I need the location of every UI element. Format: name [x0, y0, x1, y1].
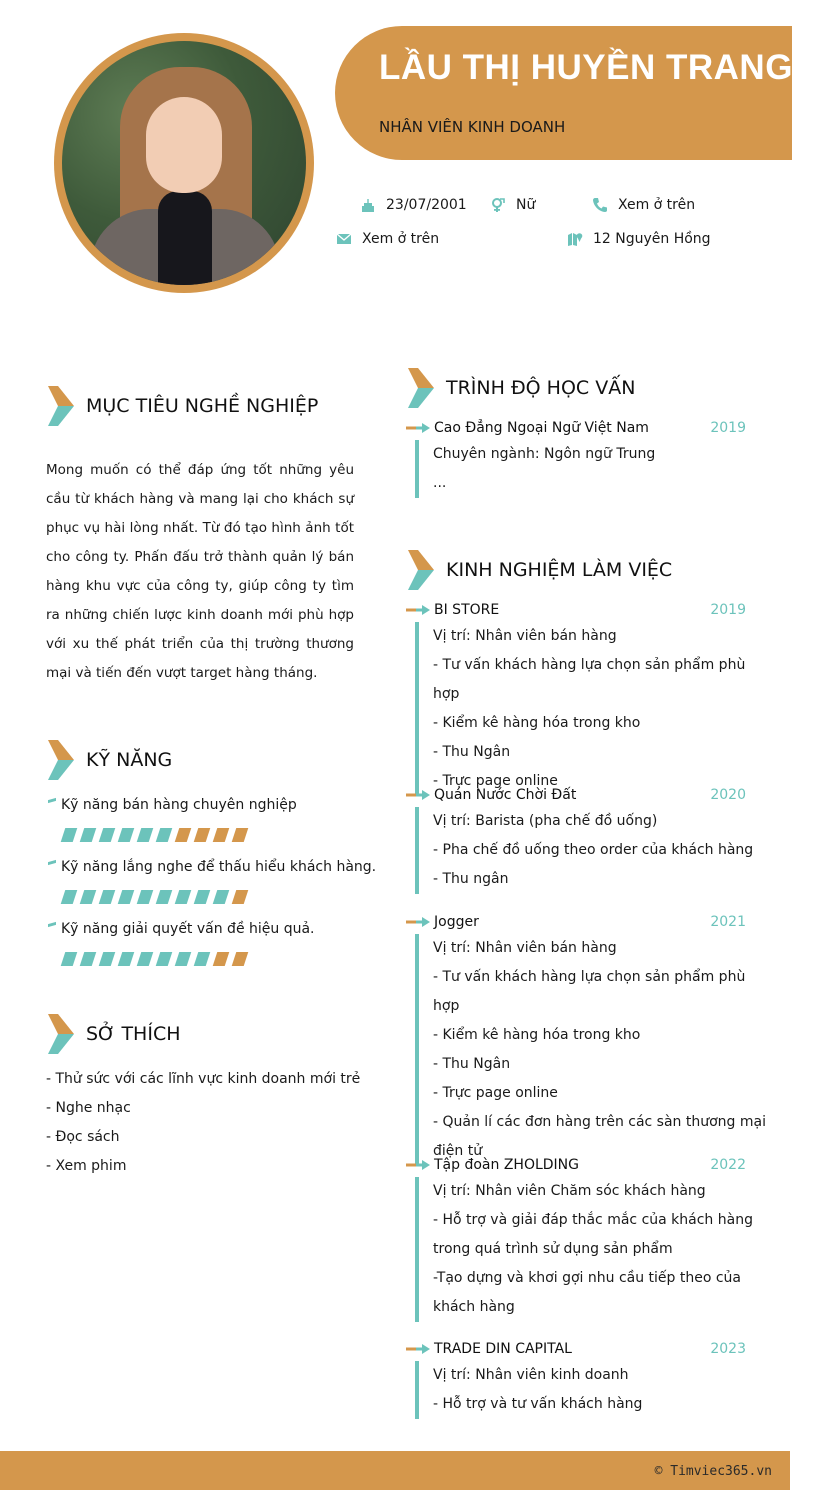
- hobbies-heading: [46, 1012, 181, 1056]
- entry-detail-line: - Hỗ trợ và giải đáp thắc mắc của khách hàng trong quá trình sử dụng sản phẩm: [433, 1212, 753, 1257]
- skill-level-segment: [156, 828, 173, 842]
- mail-icon: [336, 231, 352, 247]
- skill-level-segment: [175, 828, 192, 842]
- timeline-entry-header: [406, 1341, 746, 1357]
- chevron-icon: [46, 384, 76, 428]
- timeline-entry-header: [406, 787, 746, 803]
- hobby-item: - Thử sức với các lĩnh vực kinh doanh mới trẻ: [46, 1071, 361, 1087]
- entry-details: [415, 807, 775, 894]
- footer-bar: [0, 1451, 790, 1490]
- skill-level-segment: [99, 952, 116, 966]
- entry-details: [415, 1361, 775, 1419]
- gender-icon: [490, 197, 506, 213]
- skill-name: Kỹ năng bán hàng chuyên nghiệp: [46, 797, 366, 813]
- name-banner: [335, 26, 792, 160]
- entry-title: Jogger: [434, 914, 479, 930]
- skills-heading: [46, 738, 172, 782]
- objective-heading: [46, 384, 318, 428]
- entry-detail-line: - Tư vấn khách hàng lựa chọn sản phẩm phù hợp: [433, 969, 746, 1014]
- chevron-icon: [46, 738, 76, 782]
- phone-info: [592, 197, 695, 213]
- skill-level-segment: [213, 890, 230, 904]
- skill-level-segment: [61, 828, 78, 842]
- skill-level-segment: [137, 890, 154, 904]
- entry-title: Tập đoàn ZHOLDING: [434, 1157, 579, 1173]
- entry-details: [415, 622, 775, 796]
- gender-info: [490, 197, 535, 213]
- gender-text: Nữ: [516, 197, 536, 213]
- arrow-right-icon: [406, 1344, 430, 1354]
- entry-detail-line: Vị trí: Barista (pha chế đồ uống): [433, 813, 658, 829]
- skill-level-segment: [99, 890, 116, 904]
- skill-level-segment: [232, 890, 249, 904]
- entry-year: 2022: [710, 1157, 746, 1173]
- hobby-item: - Nghe nhạc: [46, 1100, 131, 1116]
- profile-photo-frame: [54, 33, 314, 293]
- arrow-right-icon: [406, 1160, 430, 1170]
- birthday-text: 23/07/2001: [386, 197, 467, 213]
- skill-level-segment: [213, 952, 230, 966]
- entry-detail-line: -Tạo dựng và khơi gợi nhu cầu tiếp theo của khách hàng: [433, 1270, 742, 1315]
- entry-details: [415, 440, 775, 498]
- timeline-entry-header: [406, 602, 746, 618]
- entry-title: BI STORE: [434, 602, 500, 618]
- entry-detail-line: ...: [433, 475, 447, 491]
- map-pin-icon: [567, 231, 583, 247]
- skill-level-segment: [213, 828, 230, 842]
- skill-level-segment: [175, 952, 192, 966]
- entry-year: 2021: [710, 914, 746, 930]
- skill-level-segment: [194, 828, 211, 842]
- objective-text: Mong muốn có thể đáp ứng tốt những yêu cầu từ khách hàng và mang lại cho khách sự phục vụ hài lòng nhất. Từ đó tạo hình ảnh tốt cho công ty. Phấn đấu trở thành quản lý bán hàng khu vực của công ty, giúp công ty tìm ra những chiến lược kinh doanh mới phù hợp với xu thế phát triển của thị trường thương mại và tiến đến vượt target hàng tháng.: [46, 462, 354, 681]
- skill-level-segment: [80, 828, 97, 842]
- entry-detail-line: - Trực page online: [433, 773, 558, 789]
- skill-level-segment: [118, 952, 135, 966]
- hobbies-list: [46, 1065, 360, 1181]
- chevron-icon: [406, 548, 436, 592]
- entry-detail-line: - Kiểm kê hàng hóa trong kho: [433, 715, 641, 731]
- entry-detail-line: Vị trí: Nhân viên kinh doanh: [433, 1367, 629, 1383]
- phone-icon: [592, 197, 608, 213]
- profile-photo: [62, 41, 306, 285]
- skill-level-segment: [232, 828, 249, 842]
- education-heading: [406, 366, 635, 410]
- timeline-entry-header: [406, 420, 746, 436]
- entry-year: 2020: [710, 787, 746, 803]
- full-name: LẦU THỊ HUYỀN TRANG: [379, 48, 793, 87]
- experience-title: KINH NGHIỆM LÀM VIỆC: [446, 559, 673, 581]
- experience-heading: [406, 548, 672, 592]
- entry-detail-line: - Thu Ngân: [433, 744, 511, 760]
- skill-level-segment: [61, 890, 78, 904]
- entry-detail-line: - Hỗ trợ và tư vấn khách hàng: [433, 1396, 643, 1412]
- email-info: [336, 231, 439, 247]
- objective-title: MỤC TIÊU NGHỀ NGHIỆP: [86, 395, 319, 417]
- skill-level-segment: [232, 952, 249, 966]
- entry-title: TRADE DIN CAPITAL: [434, 1341, 572, 1357]
- skill-level-segment: [156, 890, 173, 904]
- timeline-entry-header: [406, 914, 746, 930]
- address-text: 12 Nguyên Hồng: [593, 231, 711, 247]
- entry-details: [415, 934, 775, 1166]
- chevron-icon: [46, 1012, 76, 1056]
- entry-detail-line: Vị trí: Nhân viên bán hàng: [433, 940, 617, 956]
- skill-level-bar: [63, 952, 263, 966]
- entry-details: [415, 1177, 775, 1322]
- birthday-info: [360, 197, 467, 213]
- skill-item: [46, 921, 366, 937]
- entry-detail-line: - Kiểm kê hàng hóa trong kho: [433, 1027, 641, 1043]
- arrow-right-icon: [406, 917, 430, 927]
- arrow-right-icon: [406, 605, 430, 615]
- copyright-text: © Timviec365.vn: [654, 1464, 772, 1479]
- skill-level-segment: [156, 952, 173, 966]
- entry-detail-line: - Thu Ngân: [433, 1056, 511, 1072]
- entry-year: 2019: [710, 602, 746, 618]
- entry-detail-line: Vị trí: Nhân viên Chăm sóc khách hàng: [433, 1183, 706, 1199]
- skill-level-segment: [99, 828, 116, 842]
- education-title: TRÌNH ĐỘ HỌC VẤN: [446, 377, 636, 399]
- skill-level-segment: [137, 828, 154, 842]
- chevron-icon: [406, 366, 436, 410]
- skill-level-segment: [80, 952, 97, 966]
- address-info: [567, 231, 711, 247]
- cake-icon: [360, 197, 376, 213]
- skill-level-segment: [61, 952, 78, 966]
- job-title: NHÂN VIÊN KINH DOANH: [379, 118, 566, 136]
- entry-detail-line: - Pha chế đồ uống theo order của khách hàng: [433, 842, 754, 858]
- arrow-right-icon: [406, 790, 430, 800]
- skill-item: [46, 859, 377, 875]
- skill-level-segment: [118, 828, 135, 842]
- skills-title: KỸ NĂNG: [86, 749, 173, 771]
- skill-name: Kỹ năng giải quyết vấn đề hiệu quả.: [46, 921, 366, 937]
- entry-title: Cao Đẳng Ngoại Ngữ Việt Nam: [434, 420, 649, 436]
- phone-text: Xem ở trên: [618, 197, 696, 213]
- skill-level-segment: [175, 890, 192, 904]
- entry-detail-line: - Trực page online: [433, 1085, 558, 1101]
- skill-item: [46, 797, 366, 813]
- entry-detail-line: - Quản lí các đơn hàng trên các sàn thương mại điện tử: [433, 1114, 766, 1159]
- skill-level-bar: [63, 828, 263, 842]
- arrow-right-icon: [406, 423, 430, 433]
- skill-level-segment: [194, 952, 211, 966]
- entry-year: 2023: [710, 1341, 746, 1357]
- skill-level-segment: [118, 890, 135, 904]
- entry-title: Quán Nước Chời Đất: [434, 787, 577, 803]
- entry-detail-line: - Thu ngân: [433, 871, 509, 887]
- hobby-item: - Xem phim: [46, 1158, 127, 1174]
- entry-year: 2019: [710, 420, 746, 436]
- skill-level-bar: [63, 890, 263, 904]
- entry-detail-line: - Tư vấn khách hàng lựa chọn sản phẩm phù hợp: [433, 657, 746, 702]
- hobbies-title: SỞ THÍCH: [86, 1023, 181, 1045]
- skill-name: Kỹ năng lắng nghe để thấu hiểu khách hàng.: [46, 859, 366, 875]
- timeline-entry-header: [406, 1157, 746, 1173]
- hobby-item: - Đọc sách: [46, 1129, 120, 1145]
- entry-detail-line: Vị trí: Nhân viên bán hàng: [433, 628, 617, 644]
- skill-level-segment: [137, 952, 154, 966]
- skill-level-segment: [80, 890, 97, 904]
- email-text: Xem ở trên: [362, 231, 440, 247]
- entry-detail-line: Chuyên ngành: Ngôn ngữ Trung: [433, 446, 656, 462]
- skill-level-segment: [194, 890, 211, 904]
